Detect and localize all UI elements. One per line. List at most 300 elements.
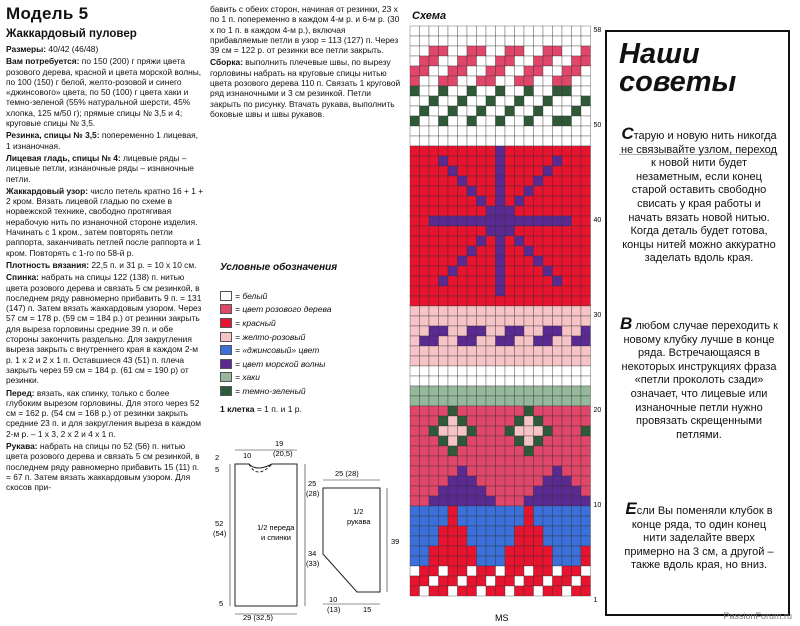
chart-cell: [543, 76, 553, 86]
chart-cell: [448, 146, 458, 156]
chart-cell: [429, 186, 439, 196]
chart-cell: [515, 456, 525, 466]
chart-cell: [448, 126, 458, 136]
chart-cell: [486, 316, 496, 326]
chart-row-number: 50: [593, 122, 602, 129]
chart-cell: [458, 226, 468, 236]
chart-cell: [515, 266, 525, 276]
chart-cell: [467, 126, 477, 136]
chart-cell: [562, 576, 572, 586]
chart-cell: [420, 226, 430, 236]
chart-cell: [581, 476, 591, 486]
chart-cell: [505, 436, 515, 446]
chart-cell: [572, 436, 582, 446]
chart-cell: [505, 166, 515, 176]
chart-cell: [543, 526, 553, 536]
chart-cell: [477, 486, 487, 496]
chart-cell: [515, 126, 525, 136]
chart-cell: [562, 246, 572, 256]
chart-cell: [410, 526, 420, 536]
chart-cell: [429, 486, 439, 496]
chart-cell: [477, 346, 487, 356]
chart-cell: [420, 536, 430, 546]
chart-cell: [467, 576, 477, 586]
chart-cell: [524, 356, 534, 366]
chart-cell: [543, 356, 553, 366]
legend-item: [220, 303, 331, 317]
chart-cell: [458, 506, 468, 516]
chart-cell: [439, 176, 449, 186]
legend-item: [220, 371, 331, 385]
chart-cell: [429, 326, 439, 336]
chart-cell: [572, 56, 582, 66]
chart-cell: [420, 186, 430, 196]
chart-cell: [429, 206, 439, 216]
chart-cell: [543, 206, 553, 216]
chart-cell: [439, 456, 449, 466]
chart-cell: [458, 176, 468, 186]
chart-cell: [486, 356, 496, 366]
paragraph-text: набрать на спицы по 52 (56) п. нитью цвета розового дерева и связать 5 см резинкой, в последнем ряду равномерно прибавить 15 (11) п. = 67 п. Затем вязать жаккардовым узором. Для скосов при-: [6, 440, 200, 493]
chart-cell: [581, 156, 591, 166]
chart-cell: [572, 26, 582, 36]
chart-cell: [515, 416, 525, 426]
chart-cell: [429, 226, 439, 236]
chart-cell: [439, 336, 449, 346]
chart-cell: [581, 276, 591, 286]
chart-cell: [543, 446, 553, 456]
chart-cell: [534, 166, 544, 176]
chart-cell: [467, 386, 477, 396]
paragraph: [6, 130, 204, 151]
chart-cell: [572, 426, 582, 436]
chart-cell: [543, 236, 553, 246]
chart-cell: [543, 156, 553, 166]
chart-cell: [505, 26, 515, 36]
chart-cell: [562, 46, 572, 56]
chart-cell: [553, 426, 563, 436]
chart-cell: [429, 446, 439, 456]
chart-cell: [505, 516, 515, 526]
chart-cell: [534, 446, 544, 456]
chart-cell: [420, 356, 430, 366]
chart-cell: [534, 76, 544, 86]
chart-cell: [477, 126, 487, 136]
chart-cell: [420, 576, 430, 586]
chart-cell: [524, 396, 534, 406]
chart-cell: [562, 106, 572, 116]
chart-cell: [448, 96, 458, 106]
chart-cell: [420, 136, 430, 146]
paragraph-text: 22,5 п. и 31 р. = 10 х 10 см.: [89, 259, 197, 270]
chart-cell: [505, 56, 515, 66]
chart-cell: [496, 336, 506, 346]
chart-cell: [562, 546, 572, 556]
chart-cell: [420, 516, 430, 526]
chart-cell: [581, 576, 591, 586]
chart-cell: [458, 76, 468, 86]
chart-cell: [543, 296, 553, 306]
paragraph-label: Жаккардовый узор:: [6, 185, 89, 196]
chart-row-number: 10: [593, 502, 602, 509]
chart-cell: [543, 126, 553, 136]
chart-cell: [524, 346, 534, 356]
chart-cell: [534, 36, 544, 46]
chart-cell: [467, 586, 477, 596]
chart-cell: [410, 306, 420, 316]
chart-cell: [581, 466, 591, 476]
chart-cell: [410, 106, 420, 116]
chart-cell: [581, 566, 591, 576]
chart-cell: [429, 346, 439, 356]
chart-cell: [581, 166, 591, 176]
chart-cell: [543, 256, 553, 266]
chart-row-number: 58: [593, 27, 602, 34]
chart-cell: [448, 46, 458, 56]
chart-cell: [420, 336, 430, 346]
chart-cell: [524, 156, 534, 166]
chart-cell: [505, 76, 515, 86]
chart-cell: [458, 386, 468, 396]
chart-cell: [572, 196, 582, 206]
chart-cell: [439, 376, 449, 386]
chart-cell: [534, 56, 544, 66]
chart-cell: [524, 266, 534, 276]
legend-item: [220, 357, 331, 371]
chart-cell: [553, 326, 563, 336]
chart-cell: [410, 336, 420, 346]
chart-cell: [410, 506, 420, 516]
chart-cell: [543, 196, 553, 206]
chart-cell: [477, 426, 487, 436]
chart-cell: [553, 26, 563, 36]
paragraph-text: лицевые ряды – лицевые петли, изнаночные ряды – изнаночные петли.: [6, 152, 194, 184]
chart-cell: [553, 146, 563, 156]
chart-cell: [420, 496, 430, 506]
chart-cell: [410, 456, 420, 466]
chart-cell: [496, 516, 506, 526]
chart-cell: [562, 26, 572, 36]
chart-cell: [486, 396, 496, 406]
chart-cell: [439, 326, 449, 336]
chart-cell: [477, 386, 487, 396]
chart-cell: [505, 316, 515, 326]
chart-cell: [496, 576, 506, 586]
paragraph-label: Резинка, спицы № 3,5:: [6, 130, 100, 141]
chart-cell: [496, 396, 506, 406]
chart-cell: [505, 266, 515, 276]
chart-cell: [410, 256, 420, 266]
chart-cell: [458, 96, 468, 106]
chart-cell: [439, 286, 449, 296]
chart-cell: [496, 346, 506, 356]
dim-6: (28): [306, 489, 320, 498]
chart-cell: [496, 376, 506, 386]
chart-cell: [534, 546, 544, 556]
chart-cell: [505, 476, 515, 486]
chart-cell: [505, 46, 515, 56]
chart-cell: [515, 56, 525, 66]
chart-cell: [505, 406, 515, 416]
chart-cell: [420, 86, 430, 96]
chart-cell: [467, 176, 477, 186]
chart-cell: [562, 96, 572, 106]
chart-cell: [467, 156, 477, 166]
chart-cell: [505, 146, 515, 156]
chart-cell: [458, 326, 468, 336]
chart-cell: [496, 366, 506, 376]
chart-cell: [458, 46, 468, 56]
chart-cell: [439, 566, 449, 576]
chart-cell: [515, 566, 525, 576]
chart-cell: [524, 76, 534, 86]
chart-cell: [429, 516, 439, 526]
chart-cell: [467, 536, 477, 546]
chart-cell: [562, 486, 572, 496]
chart-cell: [496, 176, 506, 186]
chart-cell: [505, 296, 515, 306]
chart-cell: [448, 26, 458, 36]
chart-cell: [467, 506, 477, 516]
chart-cell: [486, 556, 496, 566]
chart-cell: [515, 406, 525, 416]
chart-cell: [505, 566, 515, 576]
chart-cell: [467, 246, 477, 256]
chart-cell: [581, 506, 591, 516]
chart-cell: [458, 456, 468, 466]
chart-cell: [448, 476, 458, 486]
chart-cell: [572, 156, 582, 166]
chart-cell: [420, 26, 430, 36]
chart-cell: [420, 486, 430, 496]
chart-cell: [534, 366, 544, 376]
chart-cell: [439, 56, 449, 66]
chart-cell: [562, 126, 572, 136]
chart-cell: [562, 476, 572, 486]
chart-cell: [515, 236, 525, 246]
chart-cell: [477, 66, 487, 76]
pattern-diagram: [205, 434, 405, 622]
tip-2: [619, 314, 779, 442]
paragraph: [6, 56, 204, 128]
legend-swatch: [220, 332, 232, 342]
chart-cell: [467, 476, 477, 486]
chart-cell: [429, 196, 439, 206]
chart-cell: [410, 356, 420, 366]
legend-note: [220, 404, 302, 414]
chart-cell: [534, 566, 544, 576]
chart-cell: [524, 316, 534, 326]
chart-cell: [458, 36, 468, 46]
chart-cell: [486, 346, 496, 356]
chart-cell: [429, 56, 439, 66]
chart-cell: [505, 216, 515, 226]
chart-cell: [553, 416, 563, 426]
chart-cell: [410, 46, 420, 56]
chart-cell: [429, 116, 439, 126]
chart-cell: [534, 216, 544, 226]
chart-cell: [486, 486, 496, 496]
chart-cell: [553, 346, 563, 356]
chart-cell: [581, 536, 591, 546]
chart-cell: [515, 256, 525, 266]
chart-cell: [429, 476, 439, 486]
chart-cell: [429, 316, 439, 326]
chart-cell: [524, 106, 534, 116]
chart-cell: [458, 366, 468, 376]
chart-cell: [562, 516, 572, 526]
chart-cell: [543, 266, 553, 276]
chart-cell: [505, 536, 515, 546]
chart-cell: [477, 496, 487, 506]
chart-cell: [524, 36, 534, 46]
chart-cell: [505, 466, 515, 476]
chart-cell: [486, 526, 496, 536]
chart-cell: [439, 526, 449, 536]
chart-cell: [410, 136, 420, 146]
chart-cell: [467, 556, 477, 566]
chart-cell: [572, 106, 582, 116]
chart-cell: [486, 226, 496, 236]
chart-cell: [553, 246, 563, 256]
chart-cell: [439, 86, 449, 96]
chart-cell: [439, 96, 449, 106]
chart-cell: [448, 526, 458, 536]
chart-cell: [448, 326, 458, 336]
chart-cell: [581, 46, 591, 56]
chart-cell: [458, 446, 468, 456]
chart-cell: [524, 146, 534, 156]
chart-cell: [543, 506, 553, 516]
chart-cell: [572, 416, 582, 426]
chart-cell: [553, 236, 563, 246]
chart-cell: [496, 286, 506, 296]
chart-cell: [477, 246, 487, 256]
chart-cell: [448, 586, 458, 596]
chart-cell: [410, 376, 420, 386]
chart-cell: [477, 296, 487, 306]
chart-cell: [524, 406, 534, 416]
chart-cell: [420, 166, 430, 176]
chart-cell: [448, 376, 458, 386]
chart-cell: [581, 556, 591, 566]
chart-cell: [543, 416, 553, 426]
chart-cell: [496, 296, 506, 306]
chart-cell: [572, 366, 582, 376]
chart-cell: [410, 246, 420, 256]
chart-cell: [467, 376, 477, 386]
chart-cell: [429, 176, 439, 186]
chart-cell: [534, 206, 544, 216]
chart-cell: [572, 116, 582, 126]
chart-cell: [439, 246, 449, 256]
chart-row-number: 1: [593, 597, 598, 604]
chart-cell: [496, 66, 506, 76]
chart-cell: [477, 86, 487, 96]
chart-cell: [410, 426, 420, 436]
chart-cell: [439, 26, 449, 36]
chart-cell: [543, 96, 553, 106]
chart-cell: [524, 416, 534, 426]
chart-cell: [496, 556, 506, 566]
chart-cell: [477, 556, 487, 566]
chart-cell: [505, 526, 515, 536]
paragraph: [6, 186, 204, 258]
chart-cell: [467, 46, 477, 56]
chart-cell: [534, 406, 544, 416]
chart-cell: [448, 256, 458, 266]
chart-cell: [534, 106, 544, 116]
chart-cell: [524, 326, 534, 336]
chart-cell: [458, 546, 468, 556]
chart-cell: [439, 576, 449, 586]
chart-cell: [496, 536, 506, 546]
dim-14: 39: [391, 537, 400, 546]
chart-cell: [420, 416, 430, 426]
chart-cell: [477, 516, 487, 526]
chart-cell: [429, 356, 439, 366]
chart-cell: [515, 516, 525, 526]
chart-cell: [486, 256, 496, 266]
chart-cell: [486, 496, 496, 506]
chart-cell: [410, 36, 420, 46]
chart-cell: [562, 306, 572, 316]
dim-1: 5: [215, 465, 220, 474]
chart-cell: [420, 36, 430, 46]
chart-cell: [534, 536, 544, 546]
chart-cell: [420, 256, 430, 266]
chart-cell: [553, 466, 563, 476]
chart-cell: [515, 306, 525, 316]
chart-cell: [515, 536, 525, 546]
chart-cell: [467, 516, 477, 526]
chart-cell: [524, 386, 534, 396]
chart-cell: [458, 186, 468, 196]
chart-cell: [458, 396, 468, 406]
chart-cell: [515, 196, 525, 206]
chart-cell: [543, 556, 553, 566]
chart-cell: [439, 276, 449, 286]
paragraph-label: Перед:: [6, 387, 35, 398]
chart-cell: [448, 296, 458, 306]
chart-cell: [572, 496, 582, 506]
chart-cell: [534, 356, 544, 366]
chart-cell: [467, 96, 477, 106]
chart-cell: [562, 76, 572, 86]
chart-cell: [572, 176, 582, 186]
chart-cell: [448, 576, 458, 586]
chart-cell: [496, 326, 506, 336]
chart-cell: [515, 206, 525, 216]
chart-cell: [477, 46, 487, 56]
chart-cell: [581, 56, 591, 66]
chart-cell: [553, 526, 563, 536]
chart-cell: [524, 126, 534, 136]
chart-cell: [553, 186, 563, 196]
dim-2: 10: [243, 451, 252, 460]
chart-cell: [439, 586, 449, 596]
chart-cell: [477, 106, 487, 116]
chart-cell: [458, 436, 468, 446]
chart-cell: [581, 396, 591, 406]
chart-cell: [524, 376, 534, 386]
chart-cell: [515, 186, 525, 196]
chart-cell: [543, 546, 553, 556]
chart-cell: [496, 116, 506, 126]
chart-cell: [448, 36, 458, 46]
chart-cell: [515, 296, 525, 306]
chart-cell: [515, 246, 525, 256]
